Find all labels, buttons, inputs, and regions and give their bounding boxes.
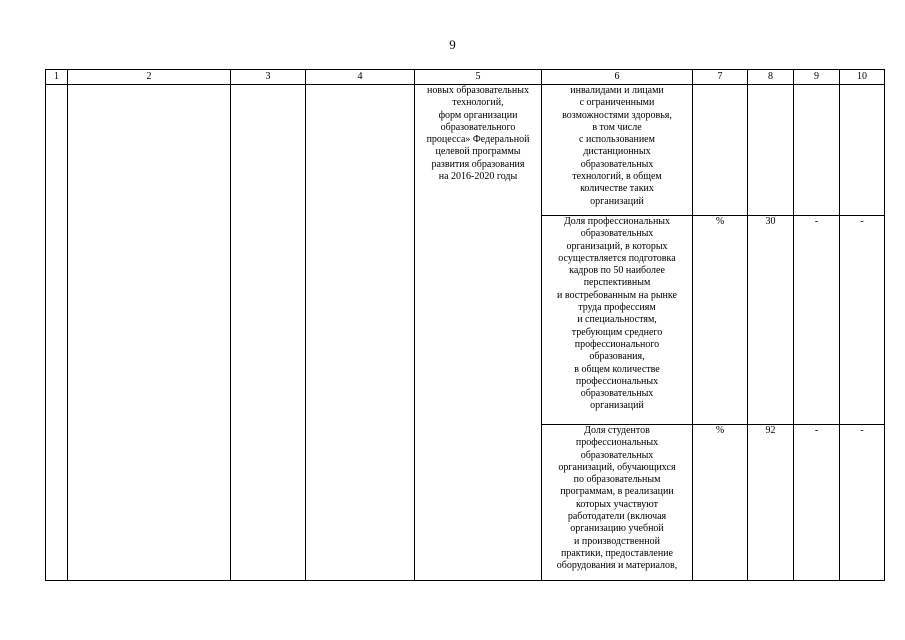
indicator-name-cell: Доля студентов профессиональных образовательных организаций, обучающихся по образовательным программам, в реализации которых участвуют работодатели (включая организацию учебной и производственной практики, предоставление оборудования и материалов, <box>542 425 693 581</box>
unit-cell: % <box>693 216 748 425</box>
header-cell: 8 <box>748 70 794 85</box>
indicators-table <box>45 69 885 581</box>
unit-cell <box>693 85 748 216</box>
header-cell: 10 <box>840 70 885 85</box>
value-cell: - <box>794 425 840 581</box>
header-cell: 5 <box>415 70 542 85</box>
table-row <box>46 85 885 216</box>
cell-col1 <box>46 85 68 581</box>
header-cell: 4 <box>306 70 415 85</box>
header-cell: 9 <box>794 70 840 85</box>
indicator-name-cell: инвалидами и лицами с ограниченными возможностями здоровья, в том числе с использованием дистанционных образовательных технологий, в общем количестве таких организаций <box>542 85 693 216</box>
page-number: 9 <box>449 37 456 52</box>
value-cell: - <box>794 216 840 425</box>
header-cell: 2 <box>68 70 231 85</box>
value-cell: 30 <box>748 216 794 425</box>
unit-cell: % <box>693 425 748 581</box>
header-cell: 7 <box>693 70 748 85</box>
value-cell <box>794 85 840 216</box>
header-cell: 3 <box>231 70 306 85</box>
cell-col3 <box>231 85 306 581</box>
value-cell <box>748 85 794 216</box>
value-cell <box>840 85 885 216</box>
header-row <box>46 70 885 85</box>
value-cell: - <box>840 425 885 581</box>
indicator-name-cell: Доля профессиональных образовательных организаций, в которых осуществляется подготовка кадров по 50 наиболее перспективным и востребованным на рынке труда профессиям и специальностям, требующим среднего профессионального образования, в общем количестве профессиональных образовательных организаций <box>542 216 693 425</box>
value-cell: - <box>840 216 885 425</box>
program-name-cell: новых образовательных технологий, форм организации образовательного процесса» Федеральной целевой программы развития образования на 2016-2020 годы <box>415 85 542 581</box>
value-cell: 92 <box>748 425 794 581</box>
cell-col4 <box>306 85 415 581</box>
cell-col2 <box>68 85 231 581</box>
header-cell: 6 <box>542 70 693 85</box>
header-cell: 1 <box>46 70 68 85</box>
